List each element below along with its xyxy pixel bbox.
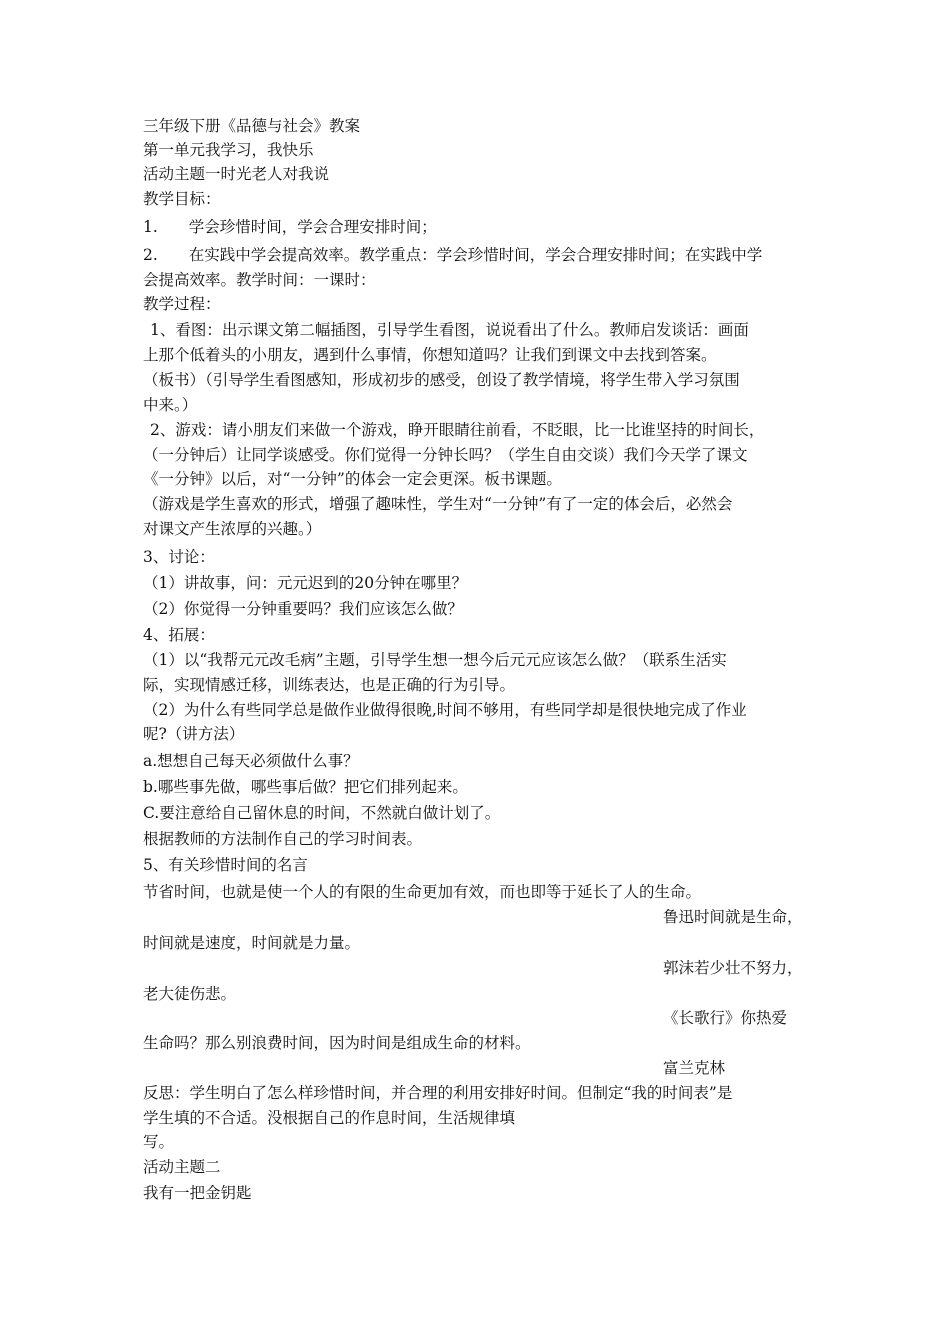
process-heading: 教学过程： [143,295,221,313]
quote-line: 时间就是速度，时间就是力量。 [143,934,361,952]
reflection-line: 写。 [143,1133,175,1151]
unit-heading: 第一单元我学习，我快乐 [143,141,314,159]
paragraph-line: （游戏是学生喜欢的形式，增强了趣味性，学生对“一分钟”有了一定的体会后，必然会 [143,495,733,513]
paragraph-line: 1、看图：出示课文第二幅插图，引导学生看图，说说看出了什么。教师启发谈话：画面 [150,321,749,339]
method-item: C.要注意给自己留休息的时间，不然就白做计划了。 [143,804,501,822]
paragraph-line: 《一分钟》以后，对“一分钟”的体会一定会更深。板书课题。 [143,470,562,488]
quote-author: 富兰克林 [663,1059,726,1077]
goal-item-cont: 会提高效率。教学时间：一课时： [143,271,376,289]
quote-author: 郭沫若少壮不努力， [663,959,803,977]
paragraph-line: 2、游戏：请小朋友们来做一个游戏，睁开眼睛往前看，不眨眼，比一比谁坚持的时间长， [150,421,765,439]
list-item-cont: 呢?（讲方法） [143,725,245,743]
theme-heading: 活动主题二 [143,1158,221,1176]
reflection-line: 学生填的不合适。没根据自己的作息时间，生活规律填 [143,1109,516,1127]
goal-heading: 教学目标： [143,190,221,208]
goal-item: 1. 学会珍惜时间，学会合理安排时间； [143,218,437,236]
paragraph-line: 对课文产生浓厚的兴趣。） [143,520,322,538]
goal-item: 2. 在实践中学会提高效率。教学重点：学会珍惜时间，学会合理安排时间；在实践中学 [143,246,763,264]
section-heading: 3、讨论： [143,548,215,566]
list-item: （1）讲故事，问：元元迟到的20分钟在哪里？ [143,574,468,592]
quote-line: 节省时间，也就是使一个人的有限的生命更加有效，而也即等于延长了人的生命。 [143,883,702,901]
quote-author: 《长歌行》你热爱 [663,1009,788,1027]
paragraph-line: 上那个低着头的小朋友，遇到什么事情，你想知道吗？让我们到课文中去找到答案。 [143,346,717,364]
method-item: a.想想自己每天必须做什么事？ [143,752,359,770]
list-item-cont: 际，实现情感迁移，训练表达，也是正确的行为引导。 [143,676,516,694]
list-item: （2）为什么有些同学总是做作业做得很晚,时间不够用，有些同学却是很快地完成了作业 [143,701,747,719]
quote-line: 老大徒伤悲。 [143,985,237,1003]
reflection-line: 反思：学生明白了怎么样珍惜时间，并合理的利用安排好时间。但制定“我的时间表”是 [143,1084,733,1102]
paragraph-line: （板书）（引导学生看图感知，形成初步的感受，创设了教学情境，将学生带入学习氛围 [143,371,740,389]
quote-line: 生命吗？那么别浪费时间，因为时间是组成生命的材料。 [143,1034,531,1052]
list-item: （2）你觉得一分钟重要吗？我们应该怎么做？ [143,600,463,618]
theme-heading: 活动主题一时光老人对我说 [143,165,330,183]
paragraph-line: 中来。） [143,396,198,414]
list-item: （1）以“我帮元元改毛病”主题，引导学生想一想今后元元应该怎么做？（联系生活实 [143,651,727,669]
method-item: b.哪些事先做，哪些事后做？把它们排列起来。 [143,778,468,796]
paragraph-line: （一分钟后）让同学谈感受。你们觉得一分钟长吗？（学生自由交谈）我们今天学了课文 [143,446,748,464]
theme-title: 我有一把金钥匙 [143,1184,252,1202]
quote-author: 鲁迅时间就是生命， [663,908,803,926]
doc-title: 三年级下册《品德与社会》教案 [143,117,361,135]
method-summary: 根据教师的方法制作自己的学习时间表。 [143,830,423,848]
section-heading: 5、有关珍惜时间的名言 [143,856,308,874]
section-heading: 4、拓展： [143,626,215,644]
